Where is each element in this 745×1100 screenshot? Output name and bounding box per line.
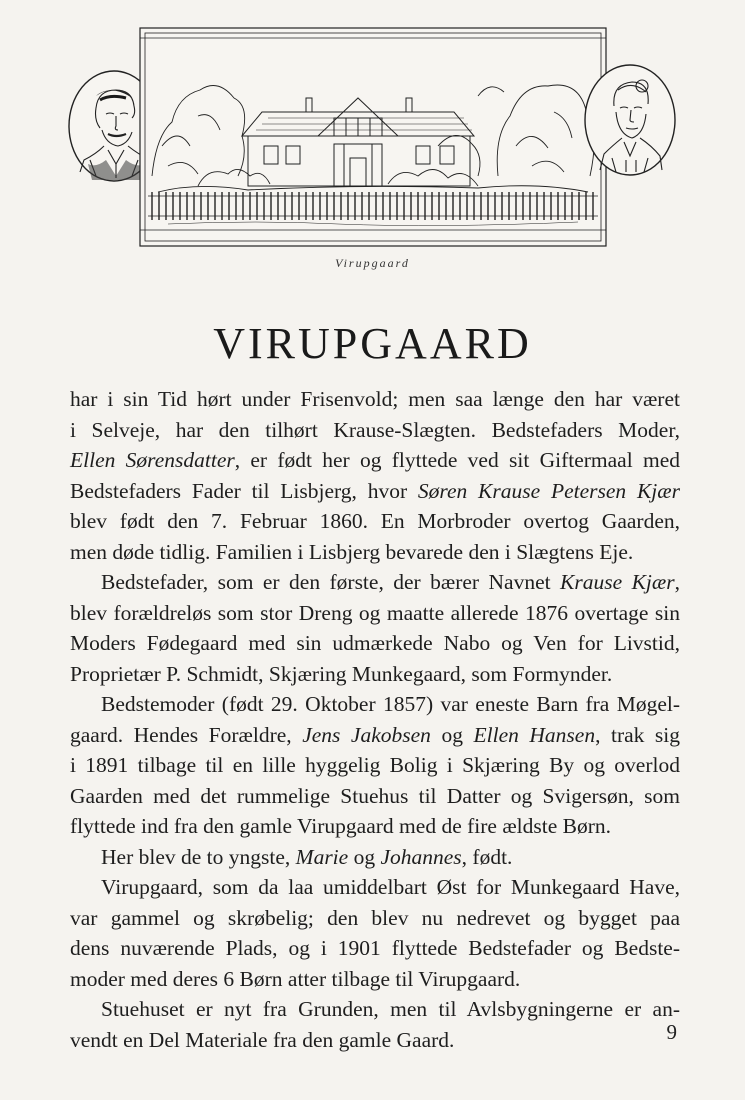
italic-name: Jens Jakobsen (302, 722, 431, 747)
text-line (70, 903, 680, 934)
text-run: blev forældreløs som stor Dreng og maatte allerede 1876 overtage sin (70, 600, 680, 625)
text-line (70, 506, 680, 537)
text-line (70, 415, 680, 446)
text-line (70, 476, 680, 507)
text-run: og (430, 722, 474, 747)
text-line (70, 750, 680, 781)
text-run: flyttede ind fra den gamle Virupgaard med de fire ældste Børn. (70, 814, 612, 838)
text-line (70, 720, 680, 751)
paragraph (70, 842, 680, 873)
italic-name: Søren Krause Petersen Kjær (417, 478, 680, 503)
text-run: var gammel og skrøbelig; den blev nu nedrevet og bygget paa (70, 905, 680, 930)
text-line (70, 1025, 680, 1056)
text-run: gaard. Hendes Forældre, (70, 722, 303, 747)
paragraph (70, 872, 680, 994)
text-run: dens nuværende Plads, og i 1901 flyttede Bedstefader og Bedste- (70, 936, 680, 960)
text-line (70, 933, 680, 964)
text-run: Bedstemoder (født 29. Oktober 1857) var eneste Barn fra Møgel- (101, 692, 680, 716)
paragraph (70, 994, 680, 1055)
text-line (70, 872, 680, 903)
text-run: , trak sig (595, 722, 681, 747)
italic-name: Krause Kjær (560, 570, 675, 594)
text-run: Stuehuset er nyt fra Grunden, men til Avlsbygningerne er an- (101, 997, 680, 1021)
italic-name: Ellen Sørensdatter (70, 448, 235, 472)
paragraph (70, 689, 680, 842)
text-run: Gaarden med det rummelige Stuehus til Datter og Svigersøn, som (70, 783, 680, 808)
text-line (70, 598, 680, 629)
text-run: Moders Fødegaard med sin udmærkede Nabo og Ven for Livstid, (70, 631, 680, 655)
text-run: og (348, 844, 381, 869)
text-run: i 1891 tilbage til en lille hyggelig Bolig i Skjæring By og overlod (70, 753, 680, 777)
text-line (70, 689, 680, 720)
text-run: , født. (461, 844, 513, 869)
text-run: i Selveje, har den tilhørt Krause-Slægten. Bedstefaders Moder, (70, 417, 680, 442)
text-line (70, 811, 680, 842)
text-line (70, 384, 680, 415)
text-line (70, 842, 680, 873)
page-title: VIRUPGAARD (213, 319, 532, 368)
text-run: Bedstefader, som er den første, der bærer Navnet (101, 570, 561, 594)
paragraph (70, 384, 680, 567)
page-number: 9 (666, 1020, 677, 1044)
text-line (70, 964, 680, 995)
italic-name: Johannes (380, 844, 462, 869)
text-run: Proprietær P. Schmidt, Skjæring Munkegaard, som Formynder. (70, 661, 613, 686)
text-run: Bedstefaders Fader til Lisbjerg, hvor (70, 478, 418, 503)
portrait-woman-icon (582, 62, 678, 178)
text-run: vendt en Del Materiale fra den gamle Gaard. (70, 1027, 455, 1052)
text-line (70, 567, 680, 598)
text-line (70, 659, 680, 690)
text-run: blev født den 7. Februar 1860. En Morbroder overtog Gaarden, (70, 509, 680, 533)
text-line (70, 994, 680, 1025)
illustration (60, 20, 690, 255)
text-line (70, 537, 680, 568)
text-run: , (674, 570, 680, 594)
text-run: moder med deres 6 Børn atter tilbage til Virupgaard. (70, 966, 521, 991)
italic-name: Marie (295, 844, 349, 869)
farmhouse-drawing-icon (138, 26, 608, 248)
text-run: har i sin Tid hørt under Frisenvold; men saa længe den har været (70, 387, 680, 411)
illustration-caption: Virupgaard (335, 256, 410, 270)
paragraph (70, 567, 680, 689)
text-line (70, 445, 680, 476)
text-run: Virupgaard, som da laa umiddelbart Øst for Munkegaard Have, (101, 875, 680, 899)
text-run: , er født her og flyttede ved sit Giftermaal med (234, 448, 680, 472)
text-run: men døde tidlig. Familien i Lisbjerg bevarede den i Slægtens Eje. (70, 539, 634, 564)
body-text (70, 384, 680, 1055)
text-run: Her blev de to yngste, (101, 844, 296, 869)
text-line (70, 628, 680, 659)
text-line (70, 781, 680, 812)
italic-name: Ellen Hansen (473, 722, 596, 747)
